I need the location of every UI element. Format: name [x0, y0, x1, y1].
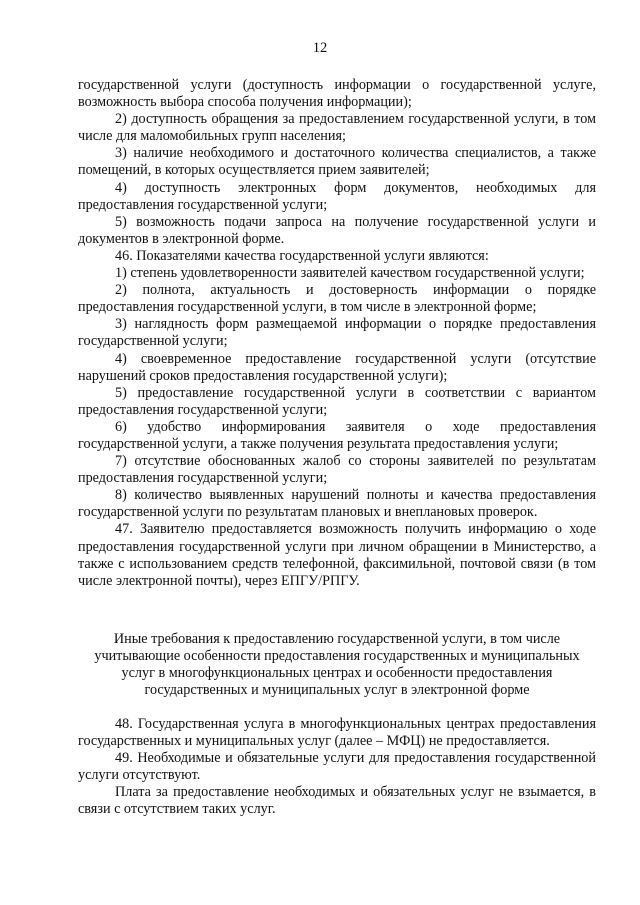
clause-46-item-4: 4) своевременное предоставление государственной услуги (отсутствие нарушений сроков предоставления государственной услуги);: [78, 350, 596, 384]
paragraph-item-5: 5) возможность подачи запроса на получение государственной услуги и документов в электронной форме.: [78, 213, 596, 247]
section-text-block: [78, 716, 596, 819]
clause-46-item-7: 7) отсутствие обоснованных жалоб со стороны заявителей по результатам предоставления государственной услуги;: [78, 453, 596, 487]
paragraph-item-2: 2) доступность обращения за предоставлением государственной услуги, в том числе для маломобильных групп населения;: [78, 111, 596, 145]
clause-49: 49. Необходимые и обязательные услуги для предоставления государственной услуги отсутствуют.: [78, 750, 596, 784]
section-heading: [78, 631, 596, 699]
section-heading-line: услуг в многофункциональных центрах и особенности предоставления: [121, 665, 553, 682]
clause-46-item-3: 3) наглядность форм размещаемой информации о порядке предоставления государственной услуги;: [78, 316, 596, 350]
clause-46: 46. Показателями качества государственной услуги являются:: [115, 247, 489, 264]
paragraph-item-continuation: государственной услуги (доступность информации о государственной услуге, возможность выбора способа получения информации);: [78, 77, 596, 111]
clause-46-item-8: 8) количество выявленных нарушений полноты и качества предоставления государственной услуги по результатам плановых и внеплановых проверок.: [78, 487, 596, 521]
clause-46-item-6: 6) удобство информирования заявителя о ходе предоставления государственной услуги, а также получения результата предоставления услуги;: [78, 418, 596, 452]
fee-paragraph: Плата за предоставление необходимых и обязательных услуг не взымается, в связи с отсутствием таких услуг.: [78, 784, 596, 818]
page-number: 12: [312, 40, 328, 56]
clause-47: 47. Заявителю предоставляется возможность получить информацию о ходе предоставления государственной услуги при личном обращении в Министерство, а также с использованием средств телефонной, факсимильной, почтовой связи (в том числе электронной почты), через ЕПГУ/РПГУ.: [78, 521, 596, 589]
section-heading-line: учитывающие особенности предоставления государственных и муниципальных: [94, 648, 580, 665]
clause-46-item-1: 1) степень удовлетворенности заявителей качеством государственной услуги;: [115, 265, 585, 282]
paragraph-item-3: 3) наличие необходимого и достаточного количества специалистов, а также помещений, в которых осуществляется прием заявителей;: [78, 145, 596, 179]
paragraph-item-4: 4) доступность электронных форм документов, необходимых для предоставления государственной услуги;: [78, 179, 596, 213]
section-heading-line: Иные требования к предоставлению государственной услуги, в том числе: [113, 631, 561, 647]
section-heading-line: государственных и муниципальных услуг в электронной форме: [144, 682, 530, 699]
clause-46-item-2: 2) полнота, актуальность и достоверность информации о порядке предоставления государственной услуги, в том числе в электронной форме;: [78, 282, 596, 316]
main-text-block: [78, 77, 596, 590]
clause-46-item-5: 5) предоставление государственной услуги в соответствии с вариантом предоставления государственной услуги;: [78, 384, 596, 418]
clause-48: 48. Государственная услуга в многофункциональных центрах предоставления государственных и муниципальных услуг (далее – МФЦ) не предоставляется.: [78, 716, 596, 750]
